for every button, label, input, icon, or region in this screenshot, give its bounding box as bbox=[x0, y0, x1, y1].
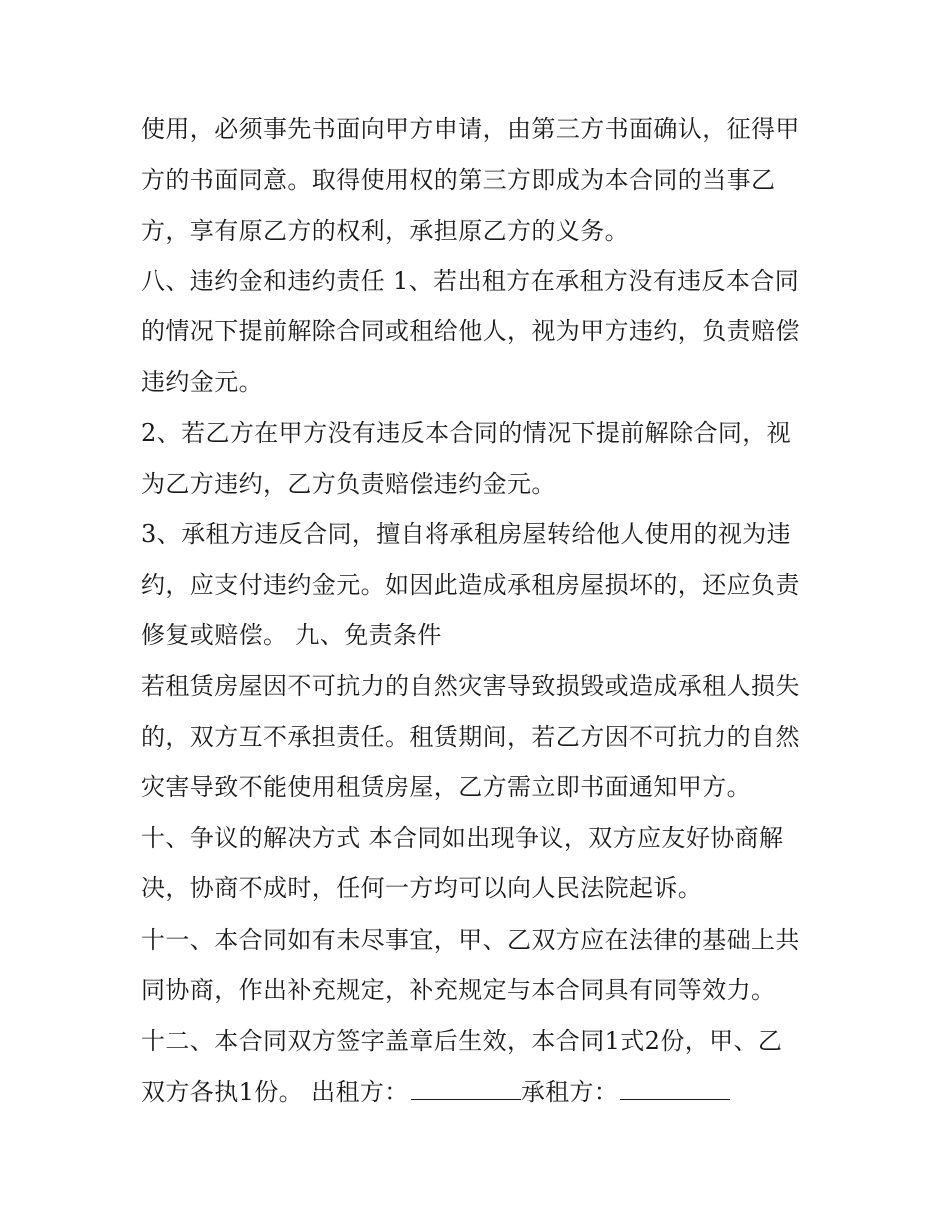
text-line: 若租赁房屋因不可抗力的自然灾害导致损毁或造成承租人损失 bbox=[141, 672, 800, 700]
text-line: 八、违约金和违约责任 1、若出租方在承租方没有违反本合同 bbox=[141, 267, 800, 295]
text-line: 2、若乙方在甲方没有违反本合同的情况下提前解除合同，视 bbox=[141, 419, 792, 447]
text-line: 十一、本合同如有未尽事宜，甲、乙双方应在法律的基础上共 bbox=[141, 926, 800, 954]
lessor-signature-blank[interactable] bbox=[411, 1077, 521, 1100]
text-line: 使用，必须事先书面向甲方申请，由第三方书面确认，征得甲 bbox=[141, 115, 800, 143]
signature-prefix: 双方各执1份。 出租方： bbox=[141, 1078, 409, 1106]
signature-line bbox=[141, 1077, 841, 1107]
text-line: 十二、本合同双方签字盖章后生效，本合同1式2份，甲、乙 bbox=[141, 1027, 783, 1055]
signature-middle: 承租方： bbox=[520, 1078, 619, 1106]
text-line: 为乙方违约，乙方负责赔偿违约金元。 bbox=[141, 470, 556, 498]
text-line: 修复或赔偿。 九、免责条件 bbox=[141, 621, 442, 649]
text-line: 违约金元。 bbox=[141, 368, 263, 396]
text-line: 十、争议的解决方式 本合同如出现争议，双方应友好协商解 bbox=[141, 824, 784, 852]
text-line: 的情况下提前解除合同或租给他人，视为甲方违约，负责赔偿 bbox=[141, 317, 800, 345]
text-line: 方的书面同意。取得使用权的第三方即成为本合同的当事乙 bbox=[141, 166, 776, 194]
text-line: 的，双方互不承担责任。租赁期间，若乙方因不可抗力的自然 bbox=[141, 723, 800, 751]
lessee-signature-blank[interactable] bbox=[620, 1077, 730, 1100]
text-line: 决，协商不成时，任何一方均可以向人民法院起诉。 bbox=[141, 874, 703, 902]
text-line: 约，应支付违约金元。如因此造成承租房屋损坏的，还应负责 bbox=[141, 571, 800, 599]
text-line: 灾害导致不能使用租赁房屋，乙方需立即书面通知甲方。 bbox=[141, 773, 751, 801]
text-line: 方，享有原乙方的权利，承担原乙方的义务。 bbox=[141, 217, 629, 245]
text-line: 3、承租方违反合同，擅自将承租房屋转给他人使用的视为违 bbox=[141, 520, 792, 548]
text-line: 同协商，作出补充规定，补充规定与本合同具有同等效力。 bbox=[141, 976, 776, 1004]
